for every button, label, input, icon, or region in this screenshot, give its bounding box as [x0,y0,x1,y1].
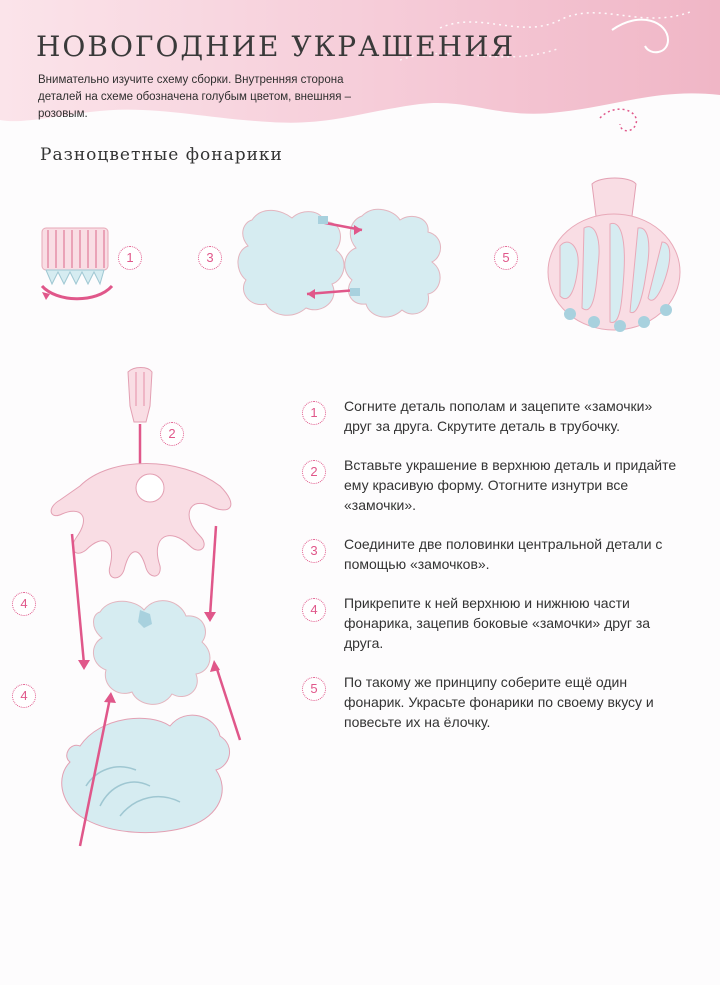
section-subtitle: Разноцветные фонарики [40,145,283,165]
instruction-step-5 [302,672,682,732]
diagram-step-badge-2: 2 [160,422,184,446]
step-text: Согните деталь пополам и зацепите «замочки» друг за друга. Скрутите деталь в трубочку. [344,398,653,434]
step5-finished-lantern-illustration [540,176,690,341]
diagram-step-badge-4b: 4 [12,684,36,708]
instruction-step-2 [302,455,682,515]
diagram-step-badge-5: 5 [494,246,518,270]
exploded-assembly-illustration [40,366,290,966]
step-number-badge: 4 [302,598,326,622]
diagram-step-badge-3: 3 [198,246,222,270]
instruction-list [302,396,682,751]
step-text: Вставьте украшение в верхнюю деталь и придайте ему красивую форму. Отогните изнутри все «замочки». [344,457,677,513]
intro-text: Внимательно изучите схему сборки. Внутренняя сторона деталей на схеме обозначена голубым цветом, внешняя – розовым. [38,74,352,120]
step-number-badge: 3 [302,539,326,563]
page-title: НОВОГОДНИЕ УКРАШЕНИЯ [36,30,516,63]
instruction-step-3 [302,534,682,574]
instruction-step-4 [302,593,682,653]
step-text: По такому же принципу соберите ещё один фонарик. Украсьте фонарики по своему вкусу и повесьте их на ёлочку. [344,674,654,730]
step-text: Соедините две половинки центральной детали с помощью «замочков». [344,536,663,572]
instruction-step-1 [302,396,682,436]
step1-tube-illustration [36,222,126,312]
diagram-step-badge-4a: 4 [12,592,36,616]
diagram-step-badge-1: 1 [118,246,142,270]
step-text: Прикрепите к ней верхнюю и нижнюю части фонарика, зацепив боковые «замочки» друг за друга. [344,595,651,651]
step-number-badge: 1 [302,401,326,425]
step-number-badge: 2 [302,460,326,484]
step-number-badge: 5 [302,677,326,701]
step3-halves-illustration [232,200,452,330]
